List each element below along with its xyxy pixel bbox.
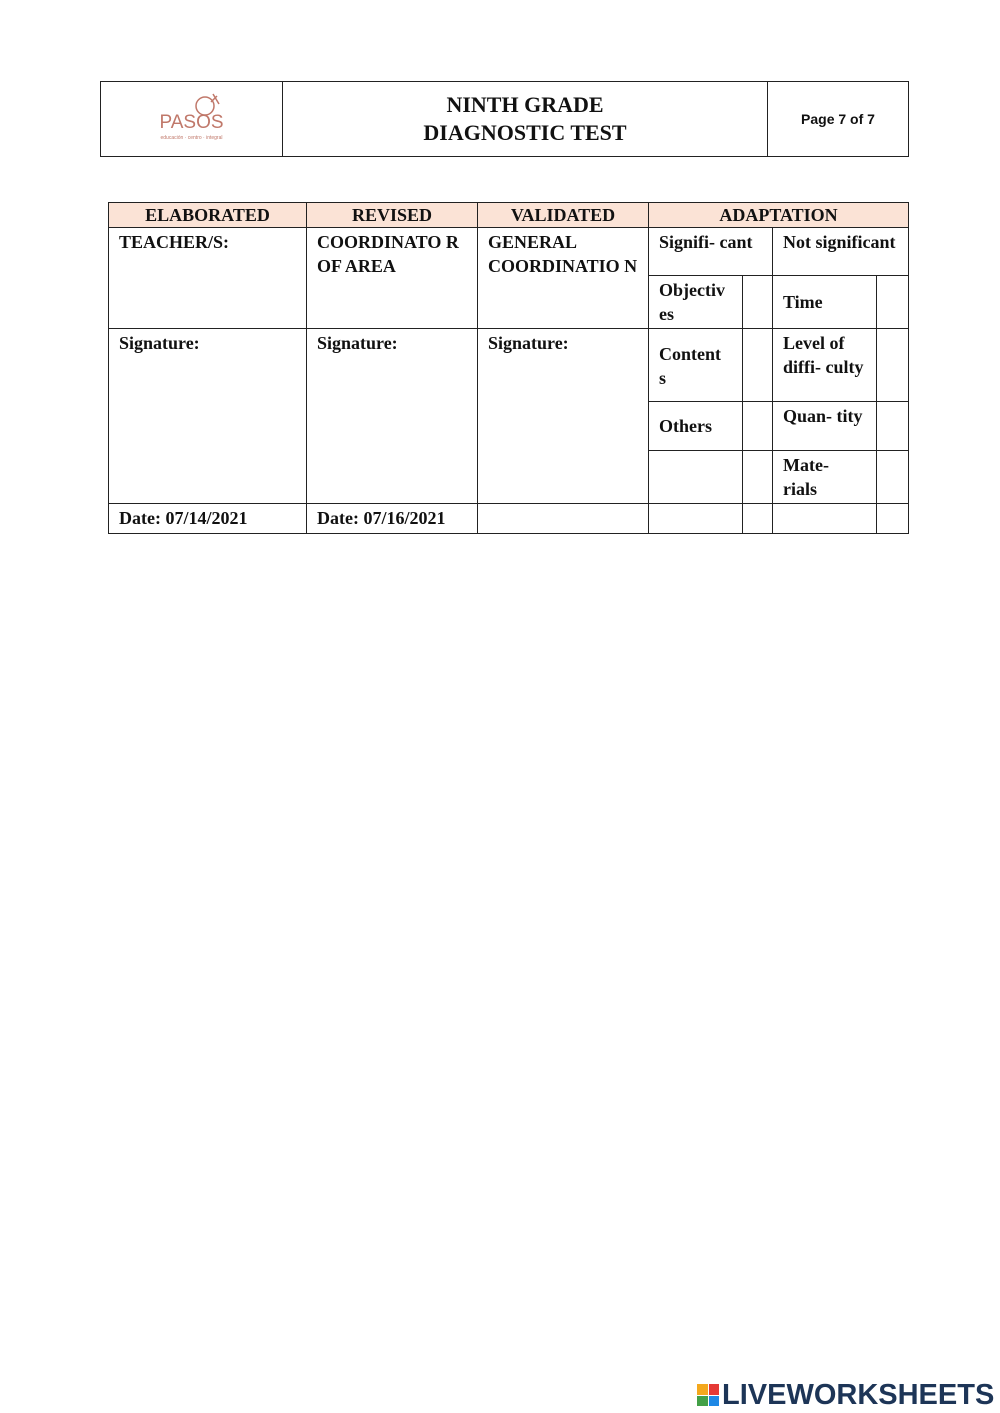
- header-elaborated: ELABORATED: [109, 203, 307, 228]
- header-adaptation: ADAPTATION: [649, 203, 909, 228]
- liveworksheets-brand: [697, 1378, 994, 1412]
- validation-table: [108, 202, 909, 534]
- date-blank-2[interactable]: [743, 504, 773, 534]
- adaptation-contents: Content s: [649, 329, 743, 402]
- adaptation-materials: Mate- rials: [773, 451, 877, 504]
- role-coordinator-area: COORDINATO R OF AREA: [307, 228, 478, 329]
- adaptation-time: Time: [773, 276, 877, 329]
- date-validated[interactable]: [478, 504, 649, 534]
- logo-cell: [101, 82, 283, 156]
- signature-elaborated: Signature:: [109, 329, 307, 504]
- title-line-2: DIAGNOSTIC TEST: [423, 120, 627, 145]
- blank-checkbox[interactable]: [743, 451, 773, 504]
- adaptation-quantity: Quan- tity: [773, 402, 877, 451]
- header-validated: VALIDATED: [478, 203, 649, 228]
- page-number: Page 7 of 7: [801, 111, 875, 127]
- date-blank-1[interactable]: [649, 504, 743, 534]
- others-checkbox[interactable]: [743, 402, 773, 451]
- date-revised: Date: 07/16/2021: [307, 504, 478, 534]
- role-general-coordination: GENERAL COORDINATIO N: [478, 228, 649, 329]
- blank-cell[interactable]: [649, 451, 743, 504]
- logo-text: PASOS: [159, 112, 224, 133]
- materials-checkbox[interactable]: [877, 451, 909, 504]
- adaptation-significant: Signifi- cant: [649, 228, 773, 276]
- time-checkbox[interactable]: [877, 276, 909, 329]
- objectives-checkbox[interactable]: [743, 276, 773, 329]
- role-teachers: TEACHER/S:: [109, 228, 307, 329]
- table-row: [109, 329, 909, 402]
- date-blank-3[interactable]: [773, 504, 877, 534]
- table-row: [109, 504, 909, 534]
- adaptation-level-of-difficulty: Level of diffi- culty: [773, 329, 877, 402]
- brand-text: LIVEWORKSHEETS: [722, 1378, 995, 1411]
- document-header: [100, 81, 909, 157]
- contents-checkbox[interactable]: [743, 329, 773, 402]
- liveworksheets-logo-icon: [697, 1384, 719, 1406]
- adaptation-objectives: Objectiv es: [649, 276, 743, 329]
- date-elaborated: Date: 07/14/2021: [109, 504, 307, 534]
- signature-revised: Signature:: [307, 329, 478, 504]
- date-blank-4[interactable]: [877, 504, 909, 534]
- adaptation-not-significant: Not significant: [773, 228, 909, 276]
- table-row: [109, 228, 909, 276]
- difficulty-checkbox[interactable]: [877, 329, 909, 402]
- header-revised: REVISED: [307, 203, 478, 228]
- adaptation-others: Others: [649, 402, 743, 451]
- table-header-row: [109, 203, 909, 228]
- title-line-1: NINTH GRADE: [446, 92, 604, 117]
- quantity-checkbox[interactable]: [877, 402, 909, 451]
- signature-validated: Signature:: [478, 329, 649, 504]
- document-title: [283, 82, 768, 156]
- logo-subtitle: educación · centro · integral: [160, 135, 223, 141]
